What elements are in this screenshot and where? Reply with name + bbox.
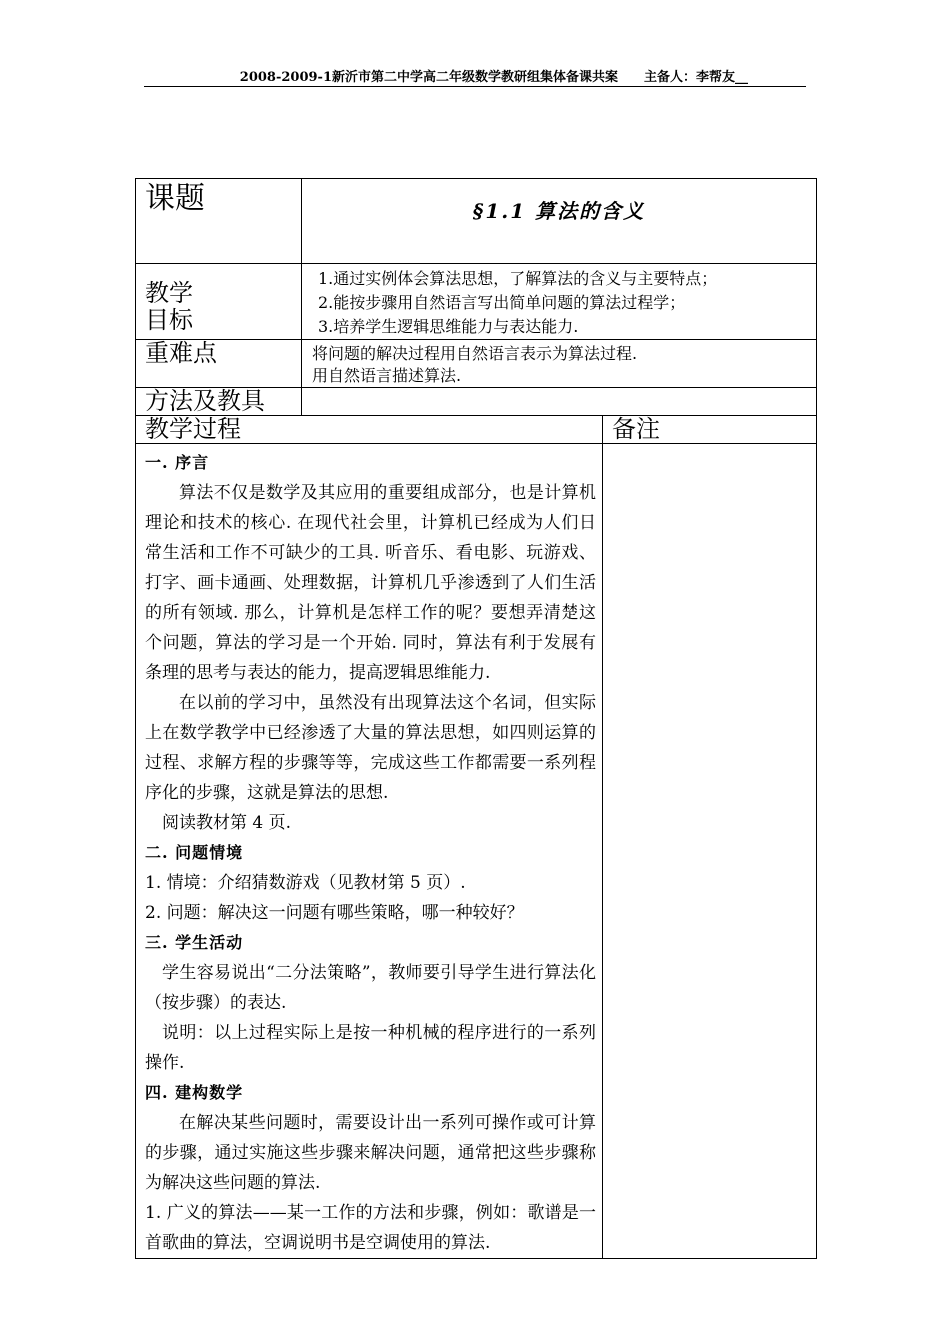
method-row	[136, 388, 817, 416]
process-row	[136, 444, 817, 1259]
goals-row	[136, 264, 817, 340]
notes-label: 备注	[603, 416, 817, 444]
key-item: 用自然语言描述算法.	[312, 366, 462, 385]
process-label: 教学过程	[136, 416, 603, 444]
list-item: 2. 问题：解决这一问题有哪些策略，哪一种较好？	[145, 903, 524, 923]
header-text: 2008-2009-1新沂市第二中学高二年级数学教研组集体备课共案 主备人：李帮友__	[239, 70, 748, 85]
goal-item: 2.能按步骤用自然语言写出简单问题的算法过程学；	[318, 293, 686, 312]
goal-item: 3.培养学生逻辑思维能力与表达能力.	[318, 317, 579, 336]
lesson-title: §1.1 算法的含义	[302, 179, 817, 264]
page-header	[144, 66, 806, 87]
paragraph: 在以前的学习中，虽然没有出现算法这个名词，但实际上在数学教学中已经渗透了大量的算法思想，如四则运算的过程、求解方程的步骤等等，完成这些工作都需要一系列程序化的步骤，这就是算法的思想.	[145, 693, 596, 803]
process-content	[136, 444, 603, 1259]
keys-label: 重难点	[136, 340, 302, 388]
topic-row	[136, 179, 817, 264]
section-title-activity: 三. 学生活动	[145, 933, 244, 952]
paragraph: 学生容易说出“二分法策略”，教师要引导学生进行算法化（按步骤）的表达.	[145, 963, 596, 1013]
paragraph: 算法不仅是数学及其应用的重要组成部分，也是计算机理论和技术的核心. 在现代社会里，计算机已经成为人们日常生活和工作不可缺少的工具. 听音乐、看电影、玩游戏、打字、画卡通画、处理数据，计算机几乎渗透到了人们生活的所有领域. 那么，计算机是怎样工作的呢？要想弄清楚这个问题，算法的学习是一个开始. 同时，算法有利于发展有条理的思考与表达的能力，提高逻辑思维能力.	[145, 483, 596, 683]
topic-label: 课题	[136, 179, 302, 264]
notes-column	[603, 444, 817, 1259]
process-header-row	[136, 416, 817, 444]
key-item: 将问题的解决过程用自然语言表示为算法过程.	[312, 344, 638, 363]
paragraph: 阅读教材第 4 页.	[162, 813, 292, 833]
paragraph: 说明：以上过程实际上是按一种机械的程序进行的一系列操作.	[145, 1023, 596, 1073]
method-content	[302, 388, 817, 416]
section-title-problem: 二. 问题情境	[145, 843, 244, 862]
method-label: 方法及教具	[136, 388, 302, 416]
goal-item: 1.通过实例体会算法思想，了解算法的含义与主要特点；	[318, 269, 718, 288]
goals-label-line-1: 教学	[145, 279, 193, 307]
goals-label-line-2: 目标	[145, 306, 193, 334]
keys-row	[136, 340, 817, 388]
goals-content	[302, 264, 817, 340]
lesson-plan-table	[135, 178, 817, 1259]
section-title-preface: 一. 序言	[145, 453, 210, 472]
goals-label	[136, 264, 302, 340]
paragraph: 1. 广义的算法——某一工作的方法和步骤，例如：歌谱是一首歌曲的算法，空调说明书是空调使用的算法.	[145, 1203, 596, 1253]
paragraph: 在解决某些问题时，需要设计出一系列可操作或可计算的步骤，通过实施这些步骤来解决问题，通常把这些步骤称为解决这些问题的算法.	[145, 1113, 596, 1193]
section-title-construct: 四. 建构数学	[145, 1083, 244, 1102]
list-item: 1. 情境：介绍猜数游戏（见教材第 5 页）.	[145, 873, 466, 893]
keys-content	[302, 340, 817, 388]
